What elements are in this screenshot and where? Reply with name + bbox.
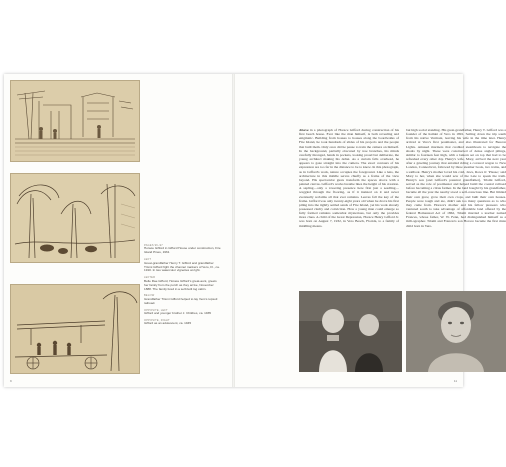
caption-label: LEFT [144, 258, 152, 262]
caption [144, 276, 222, 291]
forest-pigs-sketch-icon [10, 173, 140, 263]
caption-text: Grandfather Trismi Gifford helped to lay Vero's topsoil railroad. [144, 296, 218, 305]
adolescent-portrait-photo-icon [406, 291, 506, 372]
caption-label: PAGES 96–97 [144, 244, 163, 247]
caption [144, 258, 222, 273]
caption-label: OPPOSITE, RIGHT [144, 319, 170, 322]
caption-text: Gifford as an adolescent, ca. 1945 [144, 321, 192, 326]
caption-text: Horace Gifford in Gifford House under construction, Fire Island Pines, 1961 [144, 246, 221, 255]
caption-text: Great-grandfather Henry T. Gifford and grandfather Trismi Gifford fight the channel markers of Vero, Fl., ca. 1910. In two watercolor vignettes at right. [144, 260, 220, 273]
lumber-mill-sketch-icon [10, 80, 140, 162]
body-text-column-2: but high social standing. His great-grandfather, Henry T. Gifford was a founder of the hamlet of Vero in 1891. Sailing down the trip south from his native Vermont, leaving his wife in the time later. Henry arrived at Vero's first postmaster, and also illustrated for Beacon Lights. Amused mariners that credited steamboats to navigate the shoals by night. These were constructed of dense angled pilings, similar to fourteen feet high, with a lantern set on top that had to be refreshed every other day. Henry's wife, Mary, arrived the next year after a grueling journey that entailed riding a covered wagon to New London, Connecticut, followed by three steamer boats, two trains, and a sailboat. Henry's mother loved his cold, Jews, Rowe it: 'Please,' said Mary to her, when she would sew of the Laie to speak the truth. Henry's son (and Gifford's paternal grandfather), Trismi Gifford, served as the role of postmaster and helped build the coastal railroad before becoming a citrus farmer. In the land bought by his grandfather, became all the year the nearby stood a self-conscious line. But limited their own grew, grow their own crops, and built their own houses. People were tough and ate, didn't ask too many questions as to who they came from. Horace's mother and his fellow pioneers who ventured south to take advantage of affordable land offered by the federal Homestead Act of 1862, Trismi married a teacher named Frances, whose father, W. W. Fenn, had distinguished himself as a mill-ographer. Trismi and Frances's son Horace became the first male child born in Vero. [406, 128, 506, 228]
caption [144, 244, 222, 255]
caption-label: OPPOSITE, LEFT [144, 308, 168, 312]
caption-label: BELOW [144, 294, 155, 298]
page-number-right: 11 [453, 379, 457, 383]
page-number-left: 9 [10, 379, 12, 383]
caption [144, 319, 222, 326]
caption [144, 294, 222, 305]
body-text-column-1: Above in a photograph of Horace Gifford during construction of his first beach house. Ever like the man himself, is both revealing and enigmatic. Building from houses to houses along the boardwalks of Fire Island, he took hundreds of slides of his projects and the people that built them. Only once did he pause to train the camera on himself. In the background, partially obscured by tree branches, his minds carefully thronged, hands in pockets, looking proud but deliberate, the young architect making his debut. As a curtain falls overhead, he appears to gaze straight into the camera. The exact contours of his expression are too far in the distance to be to know. In this photograph, as in Gifford's work, nature occupies the foreground. Like a lens, the architecture in this middle serves chiefly as a frame of the view beyond. His spectacular gusts transform the spaces above with a painted canvas. Gifford's works breathe lines the height of his creation. A sapling—only a towering presence here first just a seedling—waggled through the flooring, as if it insisted on it and never eventually reclaims all that ever remains. Leaves fall the key of the frame. Gifford was only twenty-eight years old when he drove his first piling into the tightly settled sands of Fire Island, yet his work already possessed clarity and conviction. How a young man could emerge so fully formed remains somewhat mysterious, but only the provides more clues. A child of the Great Depression, Horace Henry Gifford Jr. was born on August 7, 1932, in Vero Beach, Florida, to a family of middling means. [299, 128, 399, 228]
right-page [234, 74, 506, 387]
caption [144, 309, 222, 316]
sawmill-workers-sketch-icon [10, 284, 140, 374]
book-spread [4, 74, 506, 387]
caption-text: Gifford and younger brother J. Childres, ca. 1935 [144, 311, 212, 316]
two-children-photo-icon [299, 291, 402, 372]
left-page [4, 74, 233, 387]
photo-captions [144, 244, 222, 329]
caption-label: LEFTER [144, 276, 156, 280]
caption-text: Belle Rae Gifford, Horace Gifford's great-aunt, greets her family from the porch as they arrive, November 1888. The family lived in a self-built log cabin. [144, 278, 217, 291]
